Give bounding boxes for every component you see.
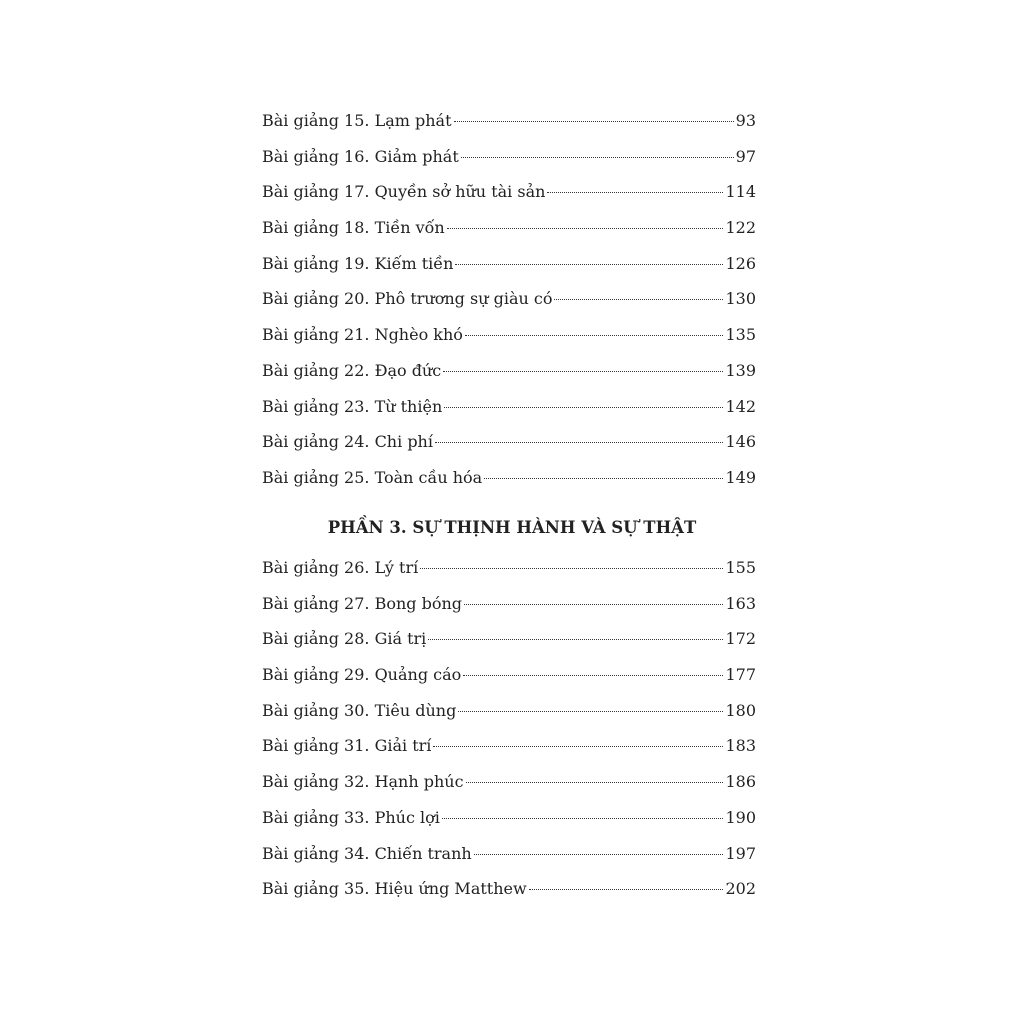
dot-leader	[420, 568, 723, 569]
toc-entry-title: Bài giảng 22. Đạo đức	[262, 360, 442, 380]
toc-entry-title: Bài giảng 25. Toàn cầu hóa	[262, 467, 483, 487]
dot-leader	[464, 604, 723, 605]
toc-entry-title: Bài giảng 32. Hạnh phúc	[262, 772, 464, 792]
dot-leader	[442, 818, 724, 819]
toc-entry-page: 149	[725, 467, 756, 487]
toc-entry-page: 122	[725, 218, 756, 238]
dot-leader	[443, 371, 723, 372]
toc-entry-page: 197	[725, 843, 756, 863]
toc-entry-title: Bài giảng 31. Giải trí	[262, 736, 432, 756]
toc-entry-title: Bài giảng 24. Chi phí	[262, 432, 433, 452]
dot-leader	[529, 889, 724, 890]
toc-entry	[262, 246, 756, 282]
toc-entry	[262, 281, 756, 317]
dot-leader	[461, 157, 734, 158]
toc-entry-title: Bài giảng 15. Lạm phát	[262, 111, 452, 130]
toc-entry-title: Bài giảng 29. Quảng cáo	[262, 665, 462, 685]
dot-leader	[447, 228, 724, 229]
toc-entry-title: Bài giảng 18. Tiền vốn	[262, 218, 445, 238]
toc-entry-page: 180	[725, 700, 756, 720]
toc-entry	[262, 210, 756, 246]
toc-entry-page: 130	[725, 289, 756, 309]
toc-entry	[262, 424, 756, 460]
toc-entry-page: 93	[735, 111, 756, 130]
toc-entry-title: Bài giảng 28. Giá trị	[262, 629, 427, 649]
toc-entry	[262, 621, 756, 657]
dot-leader	[474, 854, 724, 855]
toc-entry-page: 139	[725, 360, 756, 380]
toc-entry-title: Bài giảng 17. Quyền sở hữu tài sản	[262, 182, 546, 202]
toc-entry	[262, 389, 756, 425]
toc-entry	[262, 139, 756, 175]
dot-leader	[458, 711, 723, 712]
toc-entry	[262, 764, 756, 800]
toc-entry	[262, 693, 756, 729]
dot-leader	[465, 335, 724, 336]
dot-leader	[454, 121, 734, 122]
dot-leader	[466, 782, 724, 783]
toc-entry-page: 114	[725, 182, 756, 202]
toc-entry-title: Bài giảng 16. Giảm phát	[262, 146, 459, 166]
toc-entry	[262, 353, 756, 389]
dot-leader	[547, 192, 723, 193]
toc-entry-page: 155	[725, 558, 756, 577]
toc-entry	[262, 657, 756, 693]
toc-entry	[262, 317, 756, 353]
toc-list-part-3	[262, 550, 756, 907]
toc-entry	[262, 550, 756, 586]
toc-entry-title: Bài giảng 26. Lý trí	[262, 558, 419, 577]
toc-entry-title: Bài giảng 35. Hiệu ứng Matthew	[262, 879, 527, 899]
dot-leader	[435, 442, 723, 443]
dot-leader	[428, 639, 723, 640]
toc-entry	[262, 460, 756, 496]
toc-entry	[262, 871, 756, 907]
toc-entry-page: 135	[725, 325, 756, 345]
toc-entry-page: 142	[725, 396, 756, 416]
toc-entry-title: Bài giảng 20. Phô trương sự giàu có	[262, 289, 553, 309]
toc-entry-title: Bài giảng 30. Tiêu dùng	[262, 700, 457, 720]
dot-leader	[455, 264, 723, 265]
toc-entry	[262, 800, 756, 836]
toc-entry-title: Bài giảng 33. Phúc lợi	[262, 807, 440, 827]
toc-entry-page: 163	[725, 593, 756, 613]
toc-entry-page: 190	[725, 807, 756, 827]
toc-entry-title: Bài giảng 19. Kiếm tiền	[262, 253, 454, 273]
section-heading: PHẦN 3. SỰ THỊNH HÀNH VÀ SỰ THẬT	[327, 518, 697, 537]
toc-entry	[262, 836, 756, 872]
toc-entry-page: 126	[725, 253, 756, 273]
dot-leader	[484, 478, 723, 479]
toc-entry-title: Bài giảng 34. Chiến tranh	[262, 843, 472, 863]
toc-entry-page: 202	[725, 879, 756, 899]
dot-leader	[433, 746, 723, 747]
toc-list-part-2	[262, 103, 756, 496]
toc-entry-page: 146	[725, 432, 756, 452]
dot-leader	[444, 407, 723, 408]
toc-entry-title: Bài giảng 23. Từ thiện	[262, 396, 443, 416]
toc-entry-page: 97	[735, 146, 756, 166]
dot-leader	[463, 675, 723, 676]
toc-entry-page: 172	[725, 629, 756, 649]
toc-entry-title: Bài giảng 27. Bong bóng	[262, 593, 463, 613]
toc-entry	[262, 586, 756, 622]
toc-entry	[262, 728, 756, 764]
toc-entry-page: 183	[725, 736, 756, 756]
toc-entry	[262, 103, 756, 139]
toc-entry	[262, 174, 756, 210]
dot-leader	[554, 299, 723, 300]
toc-entry-title: Bài giảng 21. Nghèo khó	[262, 325, 463, 345]
toc-entry-page: 177	[725, 665, 756, 685]
toc-entry-page: 186	[725, 772, 756, 792]
